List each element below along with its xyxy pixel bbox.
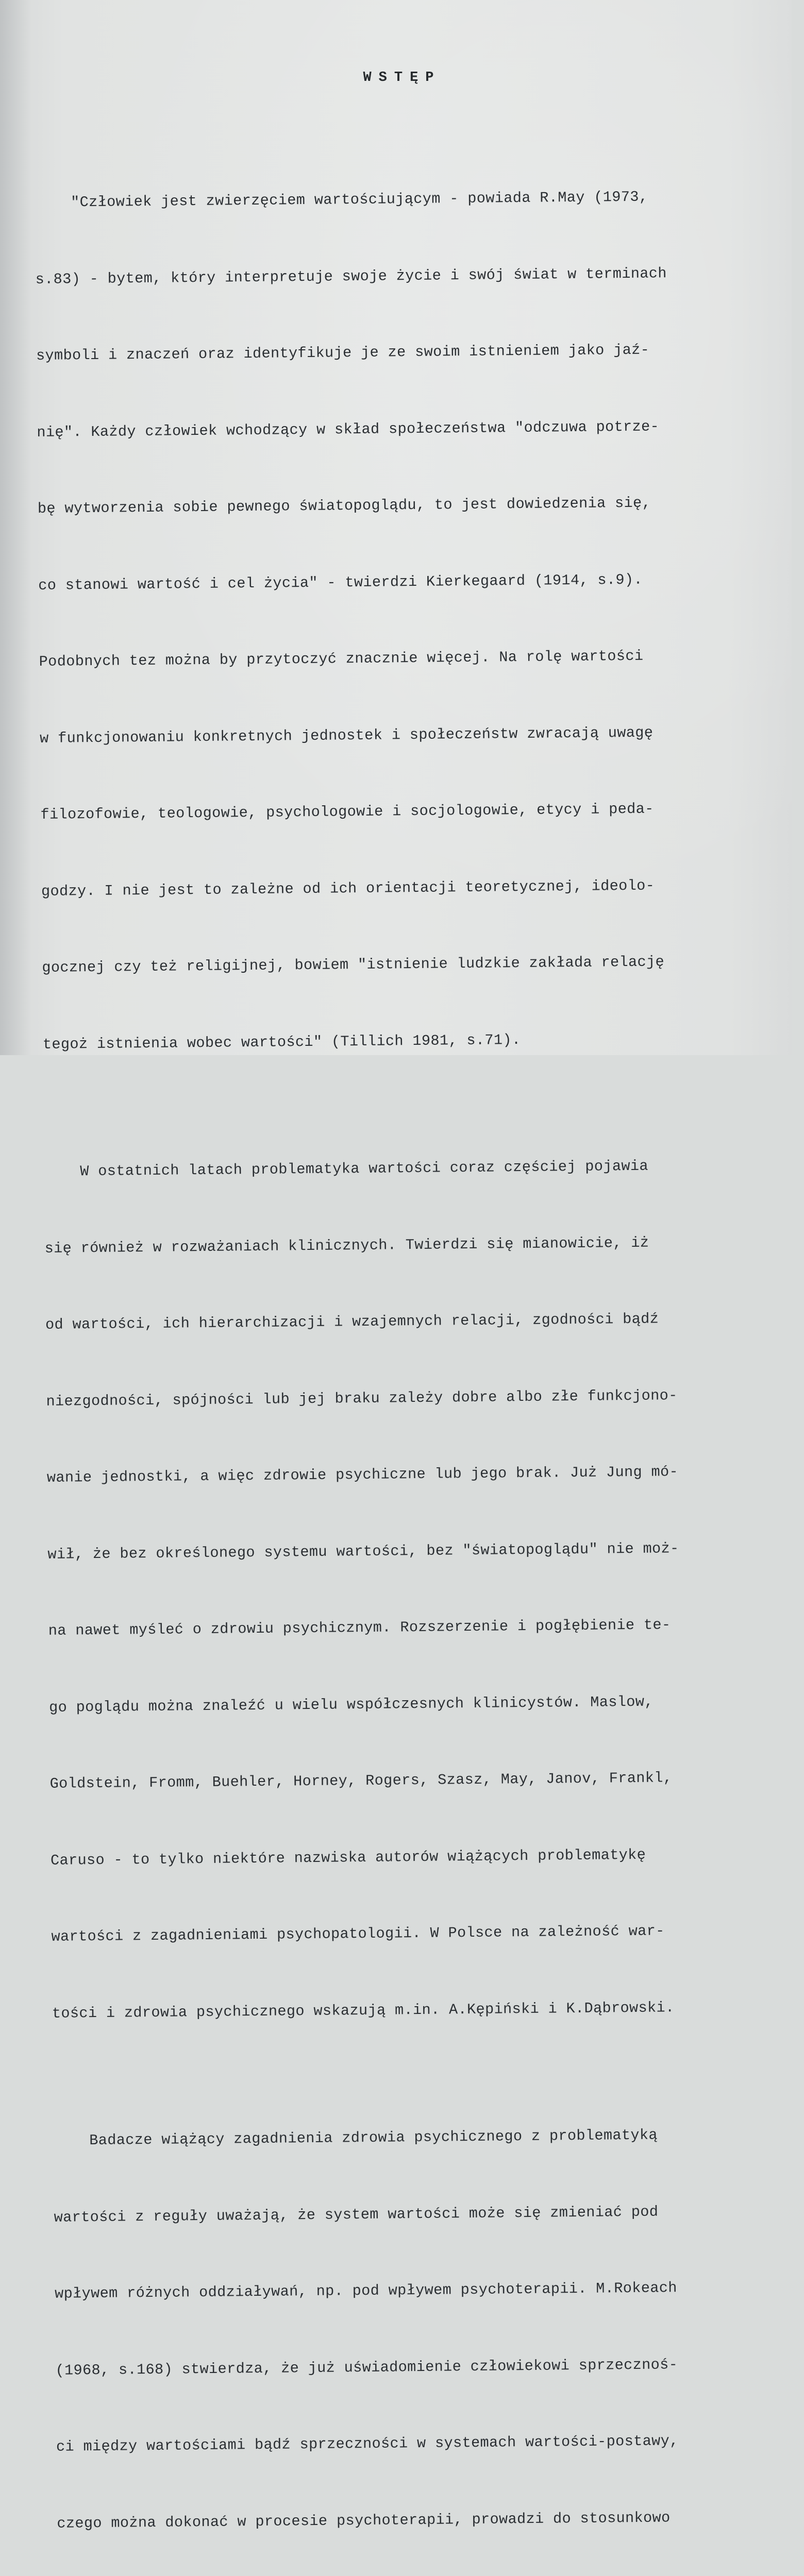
text-line: godzy. I nie jest to zależne od ich orientacji teoretycznej, ideolo- — [41, 877, 655, 900]
text-line: niezgodności, spójności lub jej braku zależy dobre albo złe funkcjono- — [46, 1386, 678, 1410]
paragraph-3 — [53, 2070, 791, 2576]
text-line: na nawet myśleć o zdrowiu psychicznym. Rozszerzenie i pogłębienie te- — [48, 1616, 671, 1639]
text-line: co stanowi wartość i cel życia" - twierdzi Kierkegaard (1914, s.9). — [38, 571, 643, 594]
text-line: (1968, s.168) stwierdza, że już uświadomienie człowiekowi sprzecznoś- — [55, 2355, 678, 2379]
text-line: wił, że bez określonego systemu wartości, bez "światopoglądu" nie moż- — [47, 1539, 679, 1563]
text-line: gocznej czy też religijnej, bowiem "istnienie ludzkie zakłada relację — [42, 953, 665, 976]
text-line: Goldstein, Fromm, Buehler, Horney, Rogers, Szasz, May, Janov, Frankl, — [49, 1769, 673, 1792]
text-line: bę wytworzenia sobie pewnego światopoglądu, to jest dowiedzenia się, — [37, 494, 651, 517]
text-line: wartości z reguły uważają, że system wartości może się zmieniać pod — [54, 2203, 659, 2226]
text-line: ci między wartościami bądź sprzeczności w systemach wartości-postawy, — [56, 2432, 679, 2455]
text-line: s.83) - bytem, który interpretuje swoje życie i swój świat w terminach — [35, 264, 667, 288]
text-line: "Człowiek jest zwierzęciem wartościującym - powiada R.May (1973, — [35, 188, 648, 211]
text-line: się również w rozważaniach klinicznych. Twierdzi się mianowicie, iż — [44, 1234, 649, 1257]
page-heading: WSTĘP — [363, 70, 441, 86]
paragraph-1 — [34, 132, 775, 1108]
text-line: symboli i znaczeń oraz identyfikuje je ze swoim istnieniem jako jaź- — [36, 341, 650, 364]
paragraph-2 — [43, 1101, 784, 2077]
text-line: Podobnych tez można by przytoczyć znacznie więcej. Na rolę wartości — [39, 647, 644, 670]
text-line: tości i zdrowia psychicznego wskazują m.in. A.Kępiński i K.Dąbrowski. — [52, 1998, 675, 2022]
text-line: wpływem różnych oddziaływań, np. pod wpływem psychoterapii. M.Rokeach — [54, 2279, 677, 2302]
text-line: W ostatnich latach problematyka wartości coraz częściej pojawia — [44, 1157, 649, 1180]
text-line: wartości z zagadnieniami psychopatologii. W Polsce na zależność war- — [51, 1922, 665, 1945]
text-line: go poglądu można znaleźć u wielu współczesnych klinicystów. Maslow, — [49, 1693, 654, 1716]
body-text — [34, 132, 791, 2576]
text-line: filozofowie, teologowie, psychologowie i socjologowie, etycy i peda- — [40, 800, 654, 823]
text-line: tegoż istnienia wobec wartości" (Tillich 1981, s.71). — [42, 1031, 521, 1053]
text-line: Badacze wiążący zagadnienia zdrowia psychicznego z problematyką — [53, 2126, 658, 2149]
text-line: Caruso - to tylko niektóre nazwiska autorów wiążących problematykę — [50, 1846, 646, 1869]
text-line: czego można dokonać w procesie psychoterapii, prowadzi do stosunkowo — [57, 2509, 671, 2532]
text-line: nię". Każdy człowiek wchodzący w skład społeczeństwa "odczuwa potrze- — [37, 417, 660, 441]
text-line: wanie jednostki, a więc zdrowie psychiczne lub jego brak. Już Jung mó- — [46, 1463, 679, 1486]
text-line: od wartości, ich hierarchizacji i wzajemnych relacji, zgodności bądź — [45, 1310, 659, 1333]
text-line: w funkcjonowaniu konkretnych jednostek i społeczeństw zwracają uwagę — [40, 724, 654, 747]
